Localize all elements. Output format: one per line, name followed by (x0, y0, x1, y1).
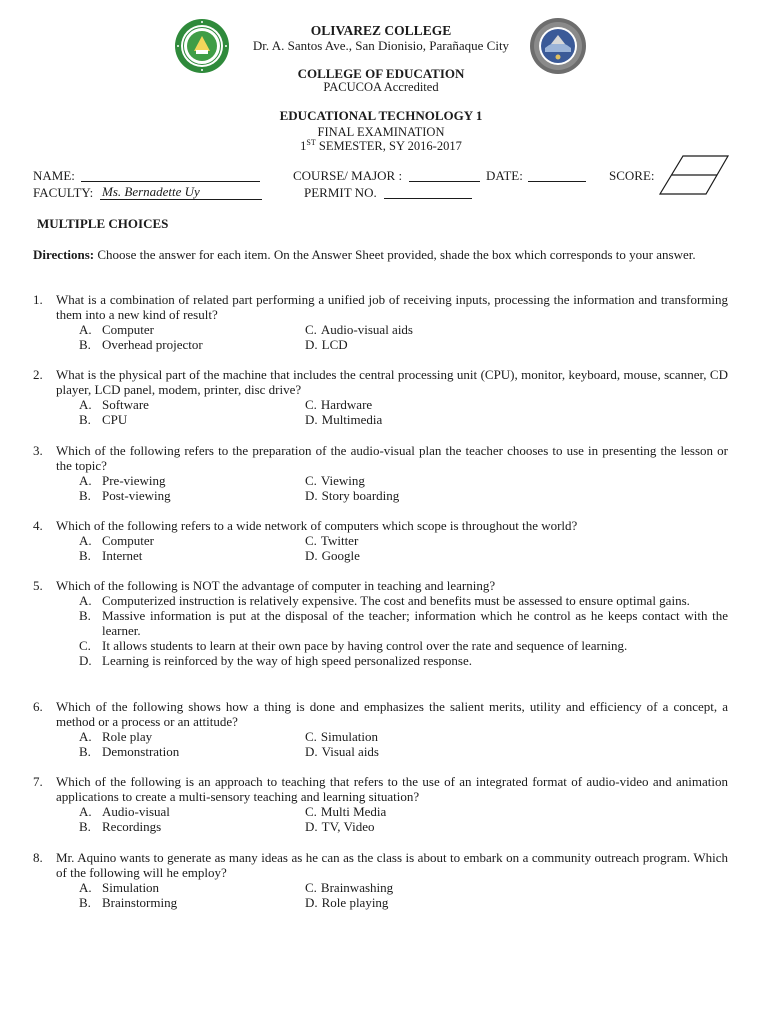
question-7 (33, 774, 728, 834)
option-grid (79, 397, 728, 427)
option-letter: C. (79, 638, 91, 653)
option-text: It allows students to learn at their own pace by having control over the rate and sequence of learning. (102, 638, 628, 653)
date-label: DATE: (486, 168, 523, 183)
course-major-label: COURSE/ MAJOR : (293, 168, 403, 183)
option-item (305, 473, 705, 488)
option-text: TV, Video (321, 819, 375, 834)
exam-title: FINAL EXAMINATION (317, 125, 445, 139)
option-text: Multi Media (320, 804, 387, 819)
option-letter: B. (79, 744, 91, 759)
option-letter: D. (305, 412, 318, 427)
directions (33, 247, 728, 262)
question-5 (33, 578, 728, 668)
option-letter: D. (305, 488, 318, 503)
option-letter: C. (305, 804, 317, 819)
option-text: Computer (102, 533, 154, 548)
department-name: COLLEGE OF EDUCATION (297, 66, 465, 81)
option-letter: B. (79, 412, 91, 427)
option-letter: A. (79, 880, 92, 895)
score-box (656, 154, 730, 196)
question-4 (33, 518, 728, 563)
option-item (79, 533, 305, 548)
option-letter: B. (79, 608, 91, 623)
option-item (305, 880, 705, 895)
question-text: Which of the following shows how a thing is done and emphasizes the salient merits, utility and efficiency of a concept, a method or a process or an attitude? (56, 699, 728, 729)
option-text: Recordings (102, 819, 162, 834)
option-letter: A. (79, 397, 92, 412)
option-text: Viewing (320, 473, 365, 488)
score-label: SCORE: (609, 168, 655, 183)
option-text: Hardware (320, 397, 373, 412)
option-letter: B. (79, 895, 91, 910)
option-item (305, 322, 705, 337)
option-text: Demonstration (102, 744, 180, 759)
name-blank (81, 168, 260, 182)
option-item (79, 397, 305, 412)
option-item (305, 397, 705, 412)
option-item (305, 819, 705, 834)
option-letter: A. (79, 533, 92, 548)
question-text: Which of the following refers to the preparation of the audio-visual plan the teacher chooses to use in presenting the lesson or the topic? (56, 443, 728, 473)
question-number: 4. (33, 518, 43, 533)
option-grid (79, 804, 728, 834)
question-text: Which of the following refers to a wide network of computers which scope is throughout the world? (56, 518, 578, 533)
directions-label: Directions: (33, 247, 95, 262)
question-number: 6. (33, 699, 43, 714)
question-number: 8. (33, 850, 43, 865)
option-item (79, 473, 305, 488)
faculty-name: Ms. Bernadette Uy (100, 184, 262, 200)
option-text: Computerized instruction is relatively expensive. The cost and benefits must be assessed to ensure optimal gains. (102, 593, 690, 608)
option-text: Overhead projector (102, 337, 203, 352)
question-number: 2. (33, 367, 43, 382)
option-letter: D. (305, 895, 318, 910)
option-item (305, 804, 705, 819)
option-item (79, 593, 728, 608)
semester-text: SEMESTER, SY 2016-2017 (315, 139, 462, 153)
option-item (79, 744, 305, 759)
option-text: Internet (102, 548, 143, 563)
course-major-blank (409, 168, 480, 182)
option-letter: D. (305, 548, 318, 563)
option-text: Pre-viewing (102, 473, 166, 488)
option-letter: A. (79, 804, 92, 819)
option-item (79, 819, 305, 834)
option-item (79, 412, 305, 427)
option-text: Story boarding (321, 488, 400, 503)
option-letter: D. (305, 744, 318, 759)
question-number: 7. (33, 774, 43, 789)
option-text: Audio-visual aids (320, 322, 413, 337)
option-text: Brainstorming (102, 895, 178, 910)
option-item (79, 608, 728, 638)
option-letter: C. (305, 397, 317, 412)
option-letter: C. (305, 729, 317, 744)
question-8 (33, 850, 728, 910)
option-text: Massive information is put at the disposal of the teacher; information which he control as he keeps contact with the learner. (102, 608, 728, 638)
option-item (305, 729, 705, 744)
option-item (79, 337, 305, 352)
option-item (305, 488, 705, 503)
section-title: MULTIPLE CHOICES (37, 216, 169, 231)
option-item (79, 548, 305, 563)
option-item (305, 744, 705, 759)
semester-line (0, 139, 762, 154)
option-text: Simulation (320, 729, 378, 744)
option-list (79, 593, 728, 668)
option-text: Twitter (320, 533, 359, 548)
option-letter: C. (305, 880, 317, 895)
date-blank (528, 168, 586, 182)
option-text: Software (102, 397, 149, 412)
question-number: 1. (33, 292, 43, 307)
permit-blank (384, 185, 472, 199)
option-item (79, 895, 305, 910)
option-text: Computer (102, 322, 154, 337)
accreditation: PACUCOA Accredited (323, 80, 439, 94)
option-letter: A. (79, 473, 92, 488)
option-letter: A. (79, 593, 92, 608)
option-text: Brainwashing (320, 880, 394, 895)
semester-suffix: ST (306, 138, 316, 147)
faculty-label: FACULTY: (33, 185, 94, 200)
college-name: OLIVAREZ COLLEGE (310, 23, 452, 38)
option-item (305, 895, 705, 910)
option-letter: B. (79, 488, 91, 503)
option-text: Learning is reinforced by the way of high speed personalized response. (102, 653, 473, 668)
subject-title: EDUCATIONAL TECHNOLOGY 1 (279, 108, 483, 123)
question-text: Mr. Aquino wants to generate as many ideas as he can as the class is about to embark on a community outreach program. Which of the following will he employ? (56, 850, 728, 880)
option-text: Visual aids (321, 744, 379, 759)
option-letter: C. (305, 473, 317, 488)
option-letter: C. (305, 533, 317, 548)
question-6 (33, 699, 728, 759)
option-letter: B. (79, 819, 91, 834)
question-3 (33, 443, 728, 503)
option-text: Simulation (102, 880, 160, 895)
option-item (79, 488, 305, 503)
option-letter: A. (79, 729, 92, 744)
option-grid (79, 533, 728, 563)
question-text: Which of the following is an approach to teaching that refers to the use of an integrated format of audio-video and animation applications to create a multi-sensory teaching and learning situation? (56, 774, 728, 804)
option-item (305, 337, 705, 352)
option-item (79, 880, 305, 895)
question-text: What is a combination of related part performing a unified job of receiving inputs, processing the information and transforming them into a new kind of result? (56, 292, 728, 322)
option-item (305, 533, 705, 548)
question-number: 3. (33, 443, 43, 458)
option-item (305, 412, 705, 427)
option-item (79, 322, 305, 337)
option-grid (79, 880, 728, 910)
option-text: LCD (321, 337, 348, 352)
option-text: Audio-visual (102, 804, 170, 819)
option-text: Post-viewing (102, 488, 171, 503)
question-text: What is the physical part of the machine that includes the central processing unit (CPU), monitor, keyboard, mouse, scanner, CD player, LCD panel, modem, printer, disc drive? (56, 367, 728, 397)
name-label: NAME: (33, 168, 75, 183)
option-grid (79, 322, 728, 352)
directions-text: Choose the answer for each item. On the Answer Sheet provided, shade the box which corresponds to your answer. (97, 247, 696, 262)
option-letter: D. (79, 653, 92, 668)
option-letter: B. (79, 548, 91, 563)
option-text: Role playing (321, 895, 389, 910)
option-text: Role play (102, 729, 153, 744)
option-text: Google (321, 548, 360, 563)
option-item (79, 653, 728, 668)
option-text: CPU (102, 412, 128, 427)
option-grid (79, 729, 728, 759)
question-number: 5. (33, 578, 43, 593)
question-2 (33, 367, 728, 427)
option-letter: C. (305, 322, 317, 337)
option-letter: D. (305, 819, 318, 834)
option-letter: A. (79, 322, 92, 337)
question-text: Which of the following is NOT the advantage of computer in teaching and learning? (56, 578, 496, 593)
option-item (79, 804, 305, 819)
option-grid (79, 473, 728, 503)
college-address: Dr. A. Santos Ave., San Dionisio, Parañaque City (252, 38, 510, 53)
option-item (79, 638, 728, 653)
permit-label: PERMIT NO. (304, 185, 377, 200)
option-letter: D. (305, 337, 318, 352)
question-1 (33, 292, 728, 352)
option-text: Multimedia (321, 412, 383, 427)
option-letter: B. (79, 337, 91, 352)
option-item (79, 729, 305, 744)
semester-number: 1 (300, 139, 307, 153)
option-item (305, 548, 705, 563)
